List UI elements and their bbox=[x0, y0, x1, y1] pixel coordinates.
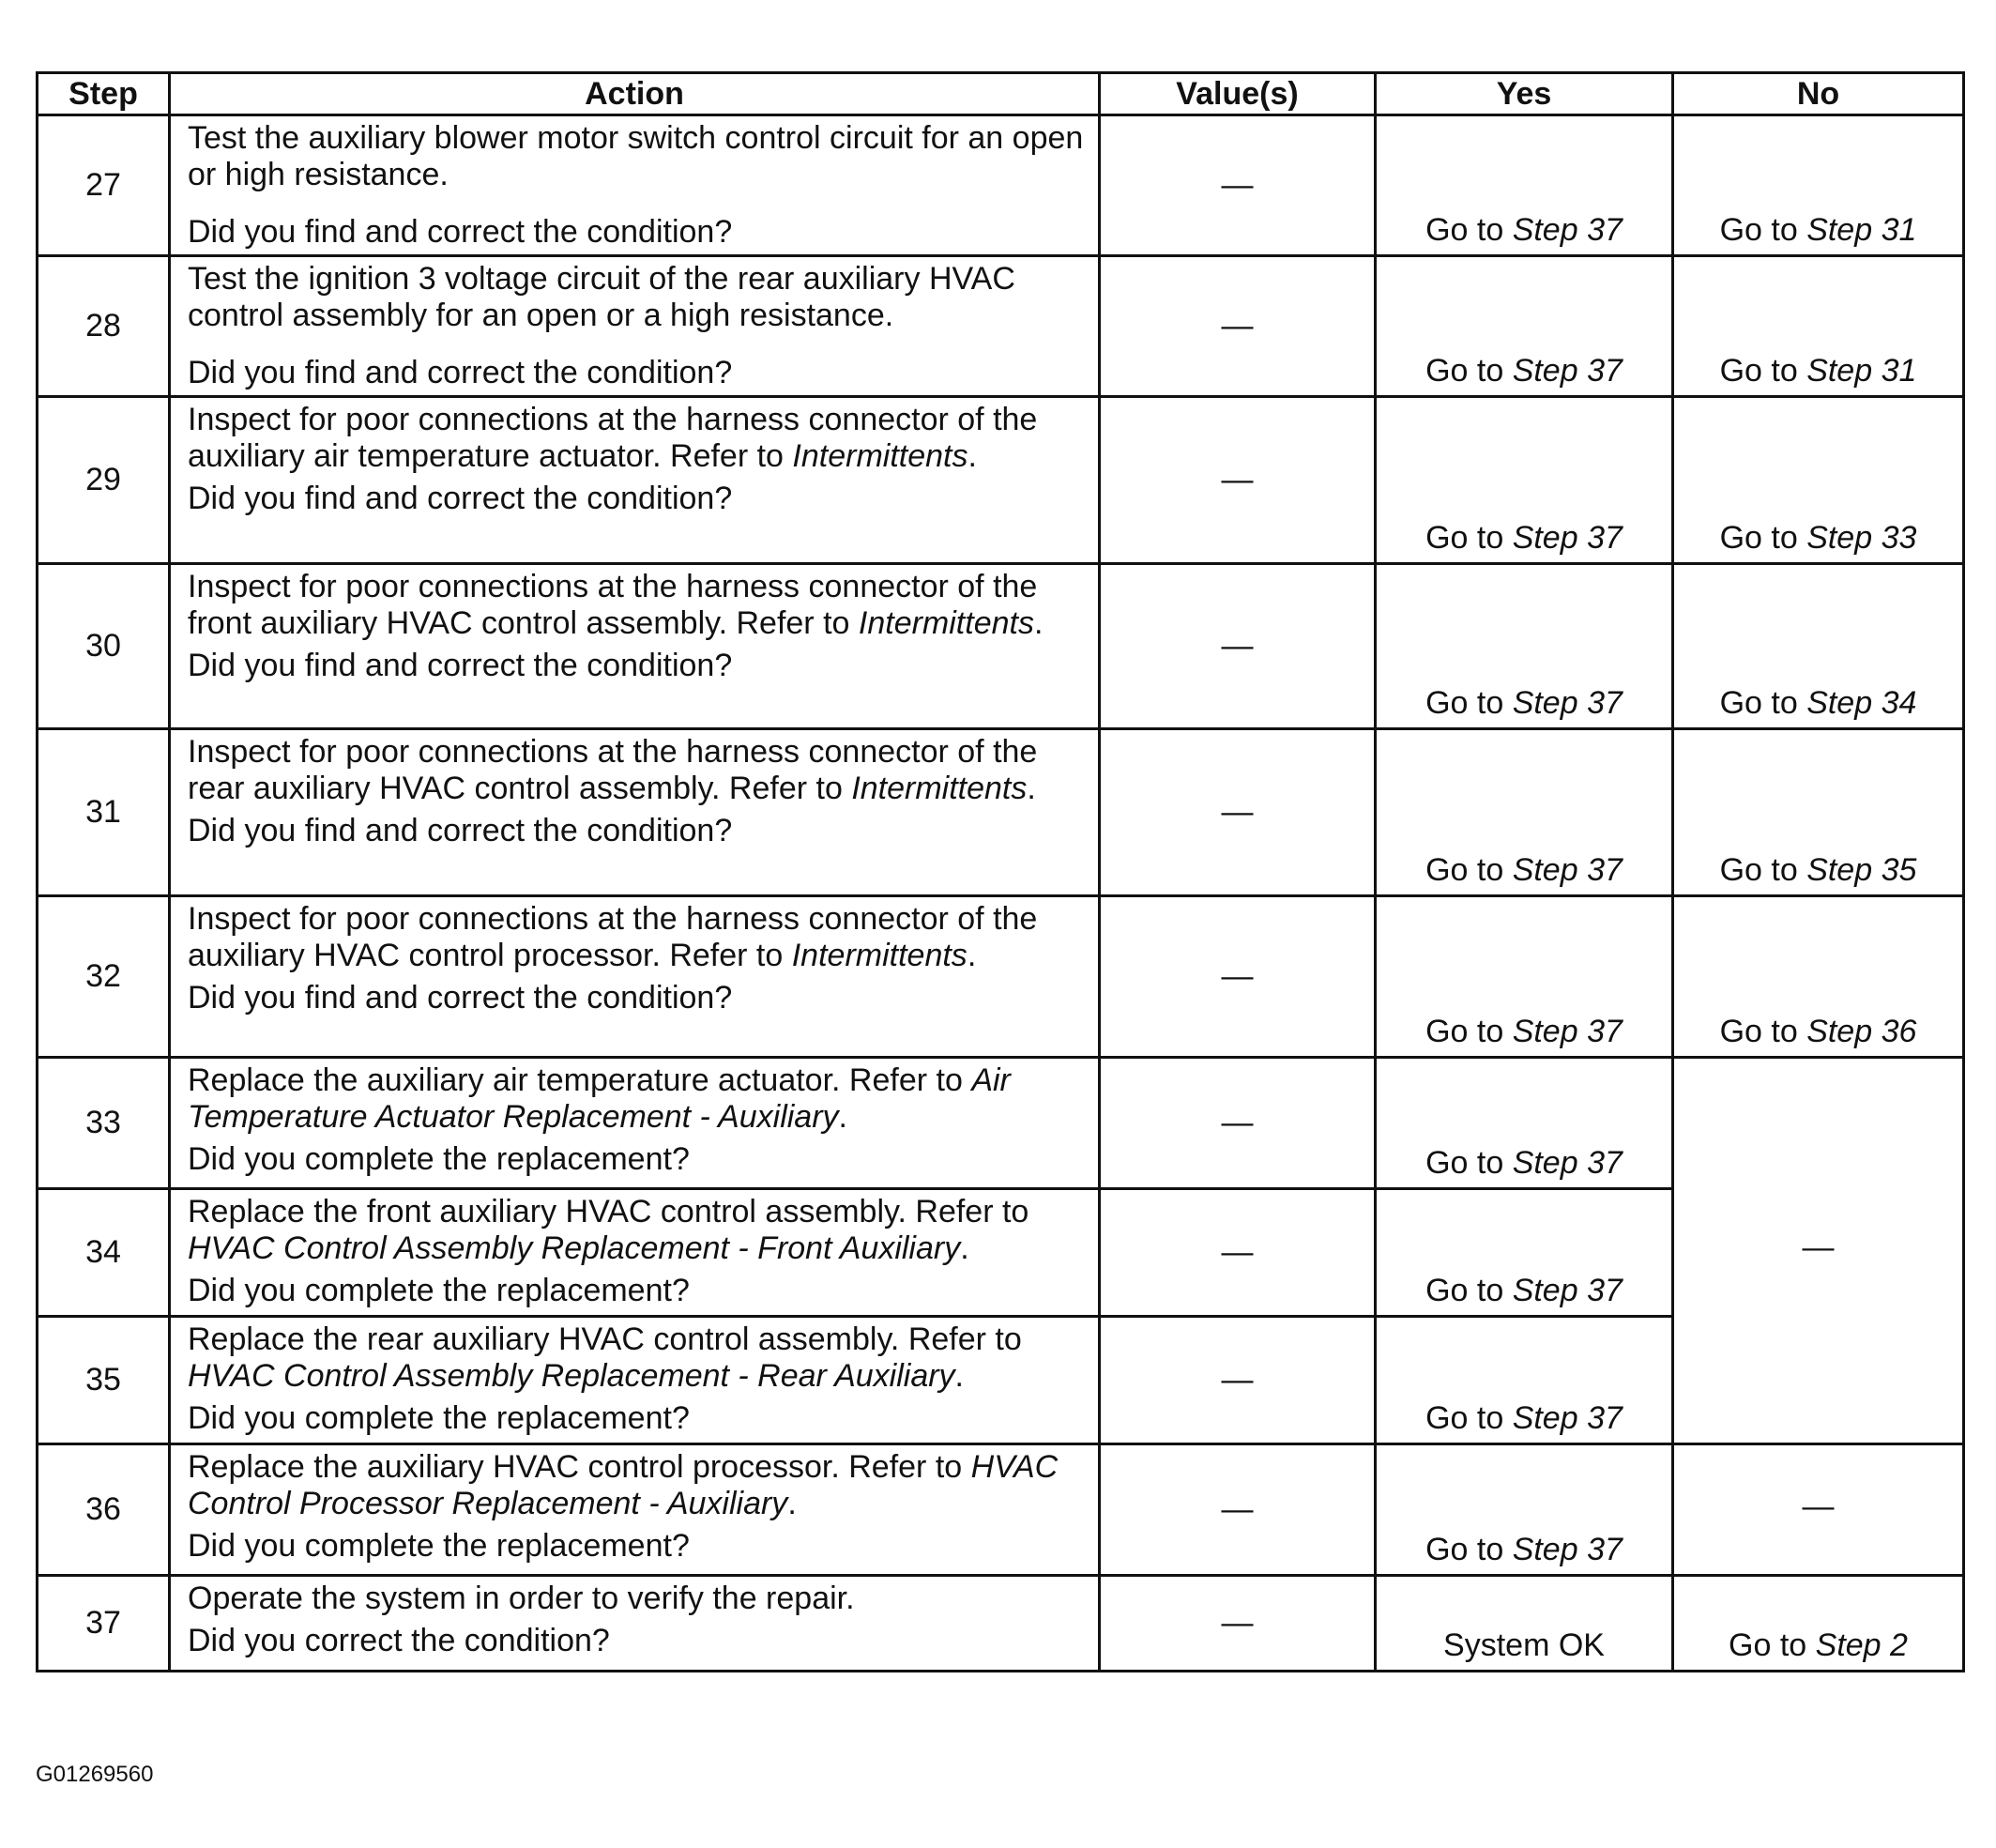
action-instruction: Inspect for poor connections at the harness connector of the front auxiliary HVAC control assembly. Refer to Intermittents. bbox=[188, 569, 1044, 641]
action-text bbox=[170, 1576, 1100, 1672]
action-instruction: Test the auxiliary blower motor switch control circuit for an open or high resistance. bbox=[188, 120, 1084, 192]
yes-result: Go to Step 37 bbox=[1376, 397, 1673, 564]
action-question: Did you complete the replacement? bbox=[188, 1141, 690, 1177]
table-row bbox=[38, 1576, 1964, 1672]
action-text bbox=[170, 115, 1100, 256]
action-text bbox=[170, 256, 1100, 397]
diagnostic-table-container bbox=[36, 71, 1962, 1672]
action-text bbox=[170, 896, 1100, 1058]
action-question: Did you complete the replacement? bbox=[188, 1273, 690, 1308]
header-yes: Yes bbox=[1376, 73, 1673, 115]
action-text bbox=[170, 1444, 1100, 1576]
step-number: 33 bbox=[38, 1058, 170, 1189]
action-question: Did you find and correct the condition? bbox=[188, 481, 733, 516]
no-result: Go to Step 31 bbox=[1673, 115, 1964, 256]
table-row bbox=[38, 115, 1964, 256]
header-values: Value(s) bbox=[1100, 73, 1376, 115]
step-number: 27 bbox=[38, 115, 170, 256]
action-question: Did you find and correct the condition? bbox=[188, 813, 733, 848]
yes-result: Go to Step 37 bbox=[1376, 564, 1673, 729]
action-instruction: Test the ignition 3 voltage circuit of the rear auxiliary HVAC control assembly for an open or a high resistance. bbox=[188, 261, 1015, 333]
table-row bbox=[38, 564, 1964, 729]
no-result: Go to Step 34 bbox=[1673, 564, 1964, 729]
action-question: Did you find and correct the condition? bbox=[188, 980, 733, 1016]
action-question: Did you complete the replacement? bbox=[188, 1528, 690, 1564]
value-cell: — bbox=[1100, 896, 1376, 1058]
no-result: Go to Step 31 bbox=[1673, 256, 1964, 397]
value-cell: — bbox=[1100, 256, 1376, 397]
action-instruction: Inspect for poor connections at the harness connector of the auxiliary HVAC control processor. Refer to Intermittents. bbox=[188, 901, 1038, 973]
yes-result: Go to Step 37 bbox=[1376, 1444, 1673, 1576]
yes-result: Go to Step 37 bbox=[1376, 256, 1673, 397]
table-row bbox=[38, 729, 1964, 896]
table-row bbox=[38, 397, 1964, 564]
action-text bbox=[170, 1189, 1100, 1317]
no-result: Go to Step 2 bbox=[1673, 1576, 1964, 1672]
table-row bbox=[38, 1444, 1964, 1576]
value-cell: — bbox=[1100, 1576, 1376, 1672]
header-action: Action bbox=[170, 73, 1100, 115]
yes-result: Go to Step 37 bbox=[1376, 1058, 1673, 1189]
action-question: Did you find and correct the condition? bbox=[188, 648, 733, 683]
value-cell: — bbox=[1100, 397, 1376, 564]
yes-result: Go to Step 37 bbox=[1376, 115, 1673, 256]
no-result: — bbox=[1673, 1444, 1964, 1576]
yes-result: Go to Step 37 bbox=[1376, 896, 1673, 1058]
header-no: No bbox=[1673, 73, 1964, 115]
no-result: Go to Step 36 bbox=[1673, 896, 1964, 1058]
yes-result: Go to Step 37 bbox=[1376, 1189, 1673, 1317]
no-result: Go to Step 33 bbox=[1673, 397, 1964, 564]
action-instruction: Inspect for poor connections at the harness connector of the rear auxiliary HVAC control assembly. Refer to Intermittents. bbox=[188, 734, 1038, 806]
step-number: 34 bbox=[38, 1189, 170, 1317]
header-row bbox=[38, 73, 1964, 115]
value-cell: — bbox=[1100, 564, 1376, 729]
action-text bbox=[170, 1317, 1100, 1444]
table-row bbox=[38, 256, 1964, 397]
action-question: Did you find and correct the condition? bbox=[188, 214, 733, 250]
table-row bbox=[38, 896, 1964, 1058]
value-cell: — bbox=[1100, 1058, 1376, 1189]
no-result: — bbox=[1673, 1058, 1964, 1444]
action-instruction: Replace the auxiliary HVAC control processor. Refer to HVAC Control Processor Replacement - Auxiliary. bbox=[188, 1449, 1059, 1521]
action-text bbox=[170, 1058, 1100, 1189]
step-number: 37 bbox=[38, 1576, 170, 1672]
action-text bbox=[170, 397, 1100, 564]
action-instruction: Replace the front auxiliary HVAC control assembly. Refer to HVAC Control Assembly Replacement - Front Auxiliary. bbox=[188, 1194, 1029, 1266]
step-number: 30 bbox=[38, 564, 170, 729]
action-question: Did you correct the condition? bbox=[188, 1623, 610, 1658]
step-number: 35 bbox=[38, 1317, 170, 1444]
action-text bbox=[170, 729, 1100, 896]
step-number: 31 bbox=[38, 729, 170, 896]
yes-result: Go to Step 37 bbox=[1376, 1317, 1673, 1444]
action-question: Did you find and correct the condition? bbox=[188, 355, 733, 390]
header-step: Step bbox=[38, 73, 170, 115]
action-instruction: Inspect for poor connections at the harness connector of the auxiliary air temperature actuator. Refer to Intermittents. bbox=[188, 402, 1038, 474]
action-text bbox=[170, 564, 1100, 729]
table-row bbox=[38, 1058, 1964, 1189]
value-cell: — bbox=[1100, 1444, 1376, 1576]
action-instruction: Operate the system in order to verify the repair. bbox=[188, 1581, 855, 1616]
yes-result: Go to Step 37 bbox=[1376, 729, 1673, 896]
value-cell: — bbox=[1100, 1189, 1376, 1317]
action-instruction: Replace the rear auxiliary HVAC control assembly. Refer to HVAC Control Assembly Replacement - Rear Auxiliary. bbox=[188, 1321, 1022, 1394]
diagnostic-table bbox=[36, 71, 1965, 1672]
action-instruction: Replace the auxiliary air temperature actuator. Refer to Air Temperature Actuator Replacement - Auxiliary. bbox=[188, 1062, 1011, 1135]
figure-code: G01269560 bbox=[36, 1762, 154, 1787]
yes-result: System OK bbox=[1376, 1576, 1673, 1672]
table-body bbox=[38, 115, 1964, 1672]
value-cell: — bbox=[1100, 729, 1376, 896]
value-cell: — bbox=[1100, 1317, 1376, 1444]
step-number: 32 bbox=[38, 896, 170, 1058]
step-number: 28 bbox=[38, 256, 170, 397]
step-number: 29 bbox=[38, 397, 170, 564]
step-number: 36 bbox=[38, 1444, 170, 1576]
action-question: Did you complete the replacement? bbox=[188, 1400, 690, 1436]
no-result: Go to Step 35 bbox=[1673, 729, 1964, 896]
value-cell: — bbox=[1100, 115, 1376, 256]
